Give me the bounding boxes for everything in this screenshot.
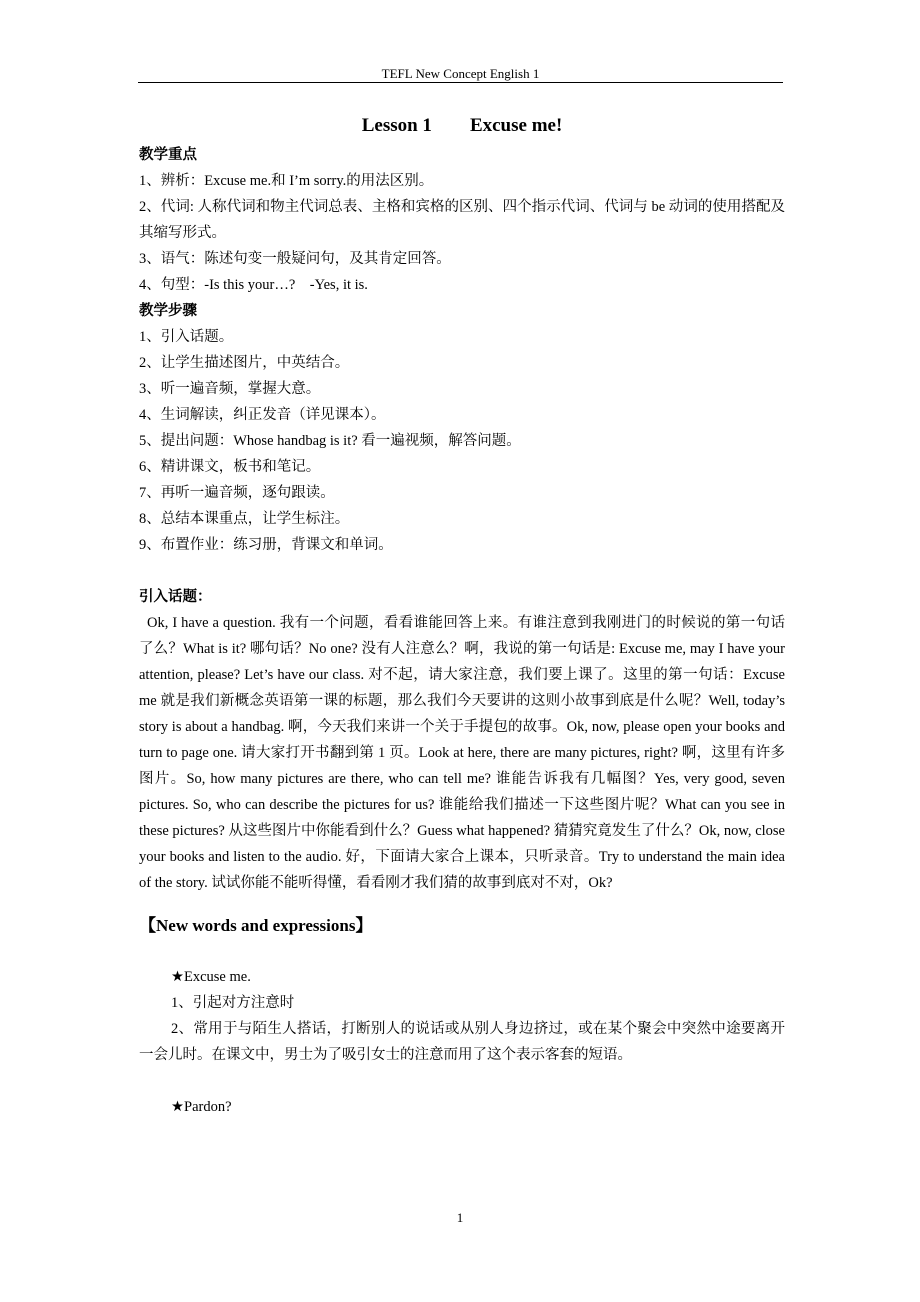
key-point-item: 4、句型：-Is this your…? -Yes, it is. [139,277,368,293]
step-item: 5、提出问题：Whose handbag is it? 看一遍视频，解答问题。 [139,433,521,449]
step-item: 9、布置作业：练习册，背课文和单词。 [139,537,393,553]
running-header: TEFL New Concept English 1 [381,66,540,81]
intro-heading: 引入话题： [139,589,212,605]
lesson-number: Lesson 1 [361,115,432,136]
vocab-term: ★Pardon? [171,1099,232,1115]
key-point-item: 2、代词: 人称代词和物主代词总表、主格和宾格的区别、四个指示代词、代词与 be 动词的使用搭配及其缩写形式。 [139,199,785,241]
lesson-name: Excuse me! [469,115,563,136]
lesson-title [139,114,785,138]
vocab-term: ★Excuse me. [171,969,251,985]
document-body [139,114,785,1120]
step-item: 6、精讲课文，板书和笔记。 [139,459,321,475]
vocab-sense: 1、引起对方注意时 [171,995,295,1011]
page-number: 1 [456,1210,464,1225]
steps-heading: 教学步骤 [139,303,197,319]
header-divider [138,82,783,83]
intro-paragraph: Ok, I have a question. 我有一个问题，看看谁能回答上来。有谁注意到我刚进门的时候说的第一句话了么？What is it? 哪句话？No one? 没有人注意么？啊，我说的第一句话是: Excuse me, may I have your attention, please? Let’s have our class. 对不起，请大家注意，我们要上课了。这里的第一句话：Excuse me 就是我们新概念英语第一课的标题，那么我们今天要讲的这则小故事到底是什么呢？Well, today’s story is about a handbag. 啊，今天我们来讲一个关于手提包的故事。Ok, now, please open your books and turn to page one. 请大家打开书翻到第 1 页。Look at here, there are many pictures, right? 啊，这里有许多图片。So, how many pictures are there, who can tell me? 谁能告诉我有几幅图？Yes, very good, seven pictures. So, who can describe the pictures for us? 谁能给我们描述一下这些图片呢？What can you see in these pictures? 从这些图片中你能看到什么？Guess what happened? 猜猜究竟发生了什么？Ok, now, close your books and listen to the audio. 好，下面请大家合上课本，只听录音。Try to understand the main idea of the story. 试试你能不能听得懂，看看刚才我们猜的故事到底对不对，Ok? [139,615,785,891]
step-item: 8、总结本课重点，让学生标注。 [139,511,350,527]
vocab-sense: 2、常用于与陌生人搭话，打断别人的说话或从别人身边挤过，或在某个聚会中突然中途要离开一会儿时。在课文中，男士为了吸引女士的注意而用了这个表示客套的短语。 [139,1021,785,1063]
step-item: 4、生词解读，纠正发音（详见课本）。 [139,407,386,423]
key-point-item: 1、辨析：Excuse me.和 I’m sorry.的用法区别。 [139,173,434,189]
step-item: 7、再听一遍音频，逐句跟读。 [139,485,335,501]
key-points-heading: 教学重点 [139,147,197,163]
step-item: 2、让学生描述图片，中英结合。 [139,355,350,371]
key-point-item: 3、语气：陈述句变一般疑问句，及其肯定回答。 [139,251,451,267]
step-item: 1、引入话题。 [139,329,234,345]
vocab-heading: 【New words and expressions】 [139,916,373,935]
step-item: 3、听一遍音频，掌握大意。 [139,381,321,397]
